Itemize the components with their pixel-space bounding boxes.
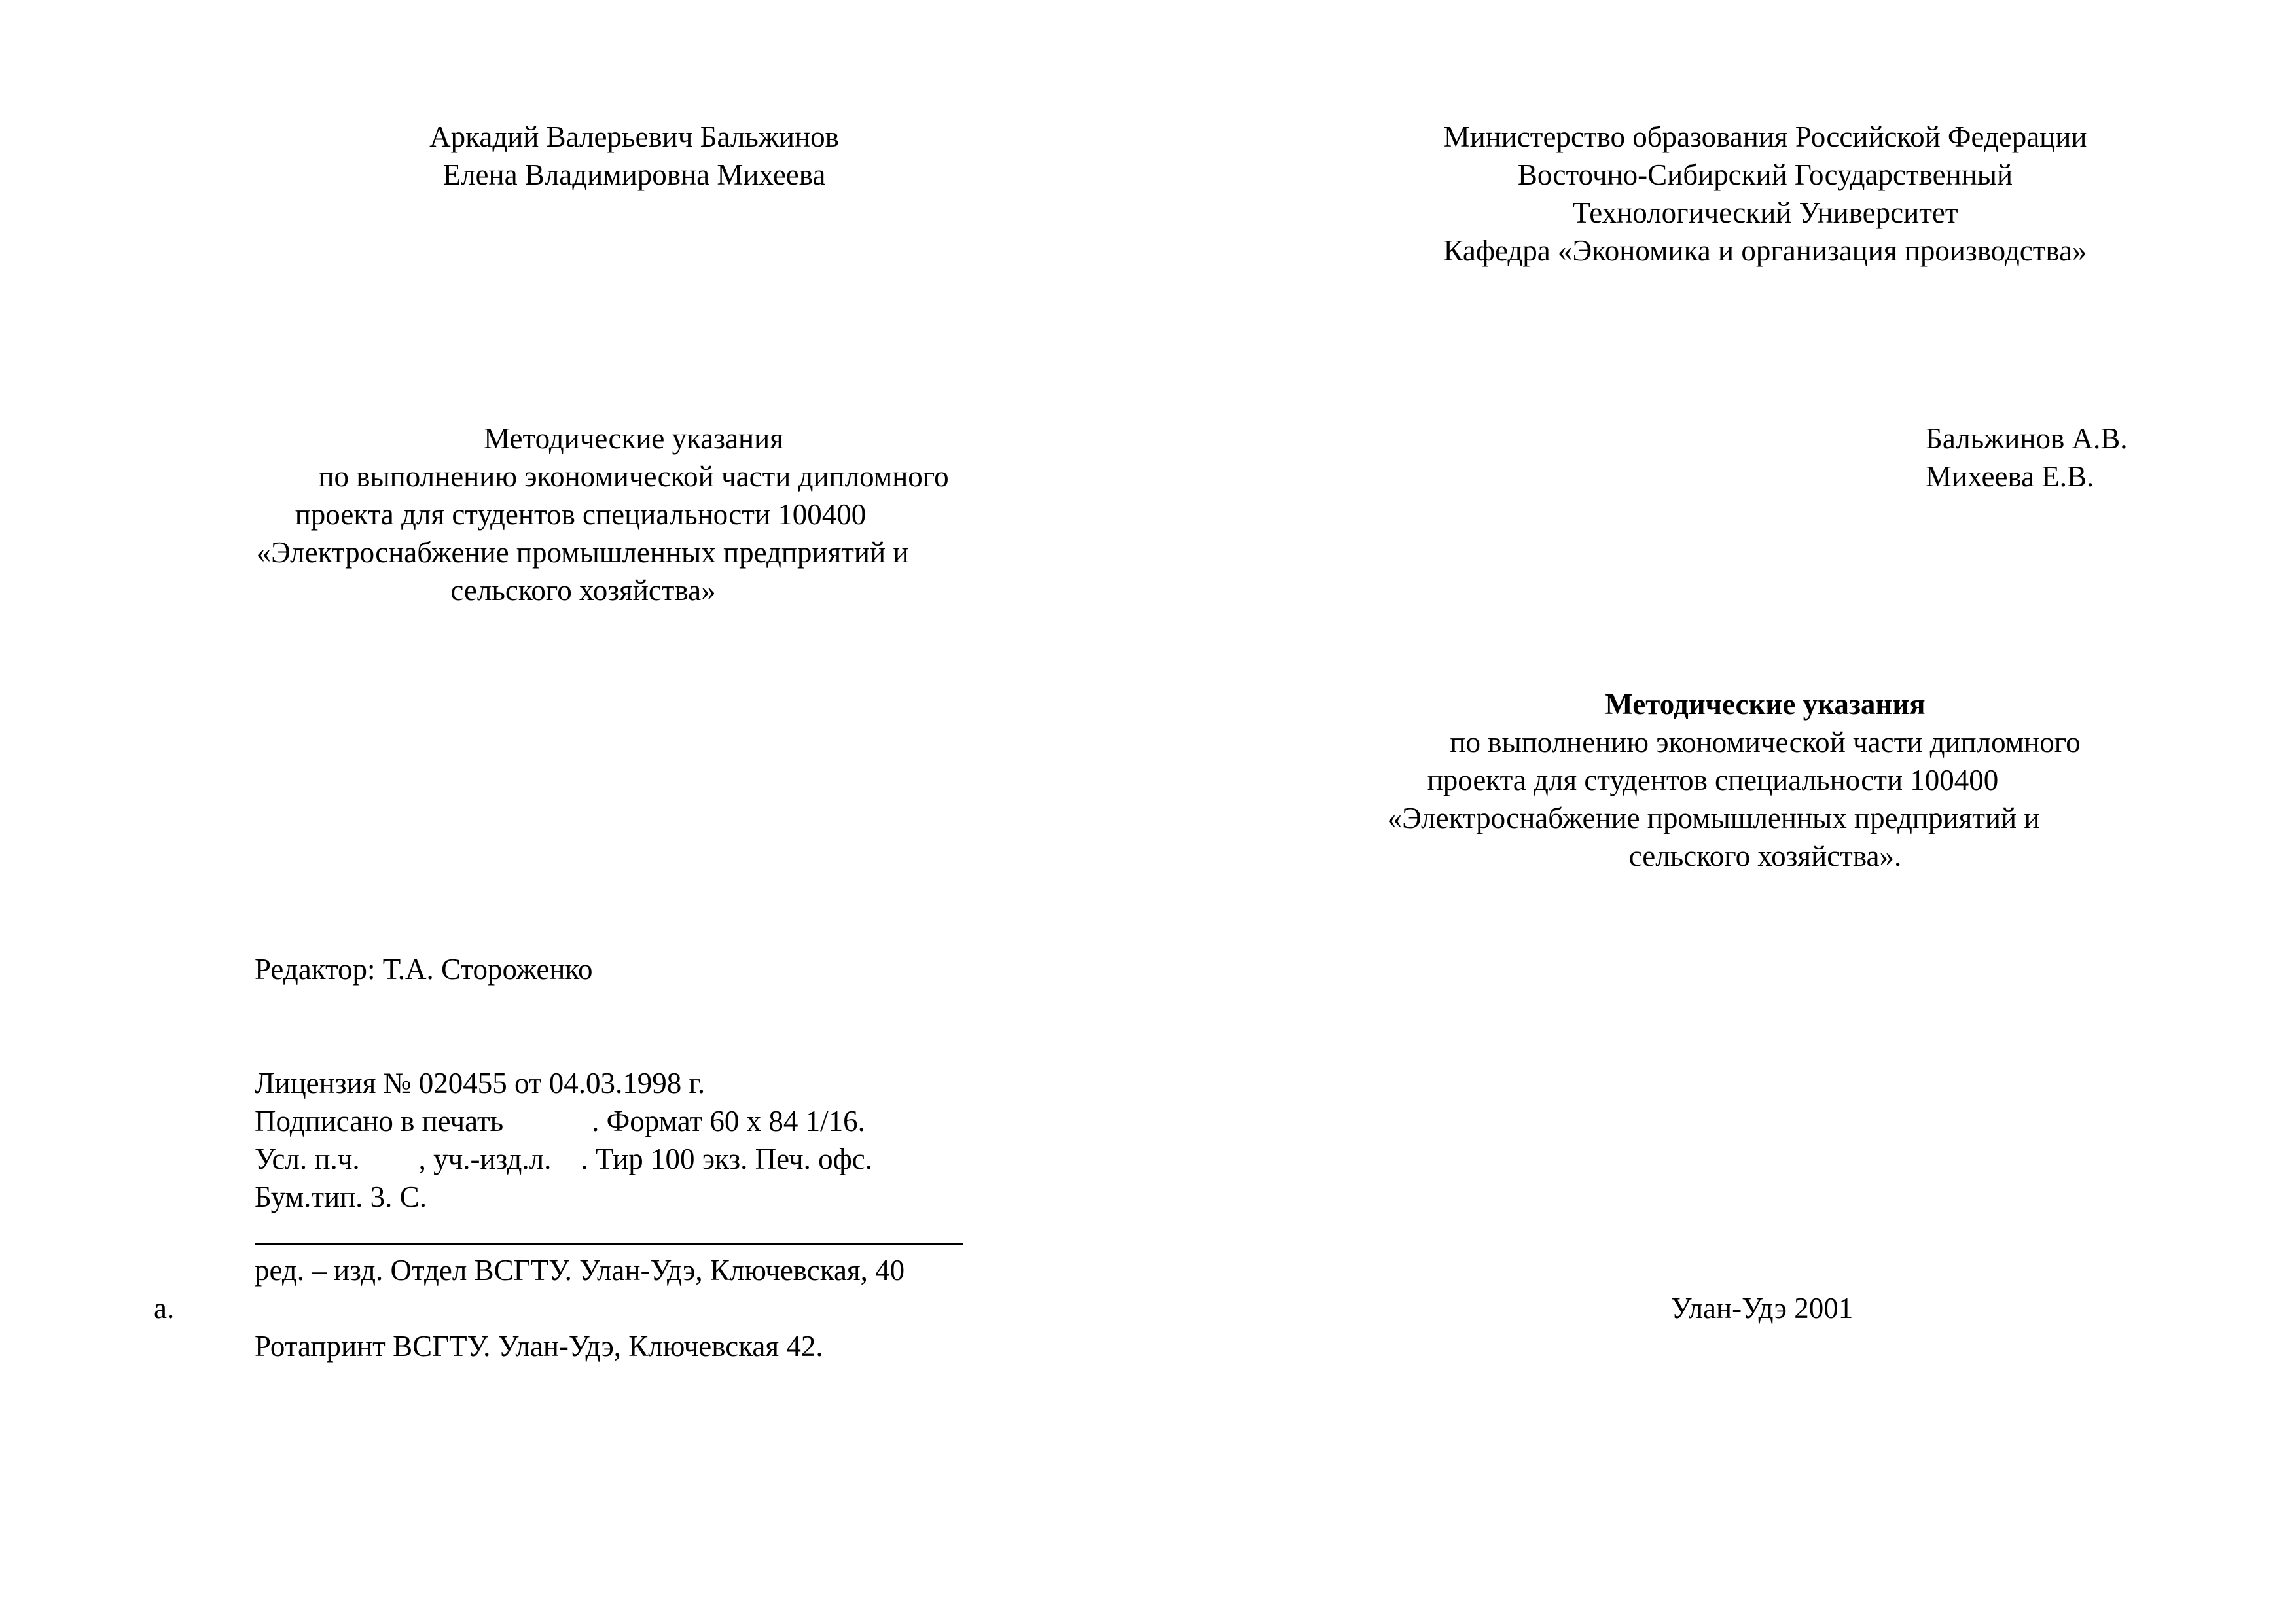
right-title-line-4: сельского хозяйства». bbox=[1628, 840, 1902, 872]
publisher-line: ред. – изд. Отдел ВСГТУ. Улан-Удэ, Ключевская, 40 bbox=[255, 1254, 905, 1287]
left-title-line-3: проекта для студентов специальности 100400 bbox=[295, 498, 867, 531]
imprint-line-2: Подписано в печать . Формат 60 х 84 1/16. bbox=[255, 1105, 865, 1137]
left-title-line-1: Методические указания bbox=[484, 422, 783, 455]
city-year: Улан-Удэ 2001 bbox=[1670, 1292, 1854, 1325]
left-author-2: Елена Владимировна Михеева bbox=[442, 158, 826, 191]
institution-line-1: Министерство образования Российской Федерации bbox=[1443, 120, 2087, 153]
right-title-line-3: «Электроснабжение промышленных предприятий и bbox=[1387, 802, 2040, 834]
left-title-line-2: по выполнению экономической части дипломного bbox=[318, 460, 949, 493]
right-author-1: Бальжинов А.В. bbox=[1926, 422, 2128, 455]
left-title-line-4: «Электроснабжение промышленных предприятий и bbox=[256, 536, 909, 569]
imprint-line-1: Лицензия № 020455 от 04.03.1998 г. bbox=[255, 1067, 706, 1099]
right-author-2: Михеева Е.В. bbox=[1926, 460, 2094, 493]
right-title-line-1: по выполнению экономической части дипломного bbox=[1450, 726, 2081, 758]
publisher-line-tail: а. bbox=[154, 1292, 175, 1325]
right-title-heading: Методические указания bbox=[1605, 688, 1926, 721]
institution-line-4: Кафедра «Экономика и организация производства» bbox=[1443, 234, 2087, 267]
left-title-line-5: сельского хозяйства» bbox=[450, 574, 716, 607]
left-author-1: Аркадий Валерьевич Бальжинов bbox=[429, 120, 839, 153]
imprint-line-3: Усл. п.ч. , уч.-изд.л. . Тир 100 экз. Печ. офс. bbox=[255, 1143, 873, 1175]
institution-line-3: Технологический Университет bbox=[1572, 196, 1958, 229]
editor-line: Редактор: Т.А. Стороженко bbox=[255, 953, 593, 986]
imprint-divider bbox=[255, 1243, 963, 1245]
printer-line: Ротапринт ВСГТУ. Улан-Удэ, Ключевская 42. bbox=[255, 1330, 823, 1363]
imprint-line-4: Бум.тип. 3. С. bbox=[255, 1181, 427, 1213]
right-title-line-2: проекта для студентов специальности 100400 bbox=[1427, 764, 1999, 796]
institution-line-2: Восточно-Сибирский Государственный bbox=[1517, 158, 2013, 191]
